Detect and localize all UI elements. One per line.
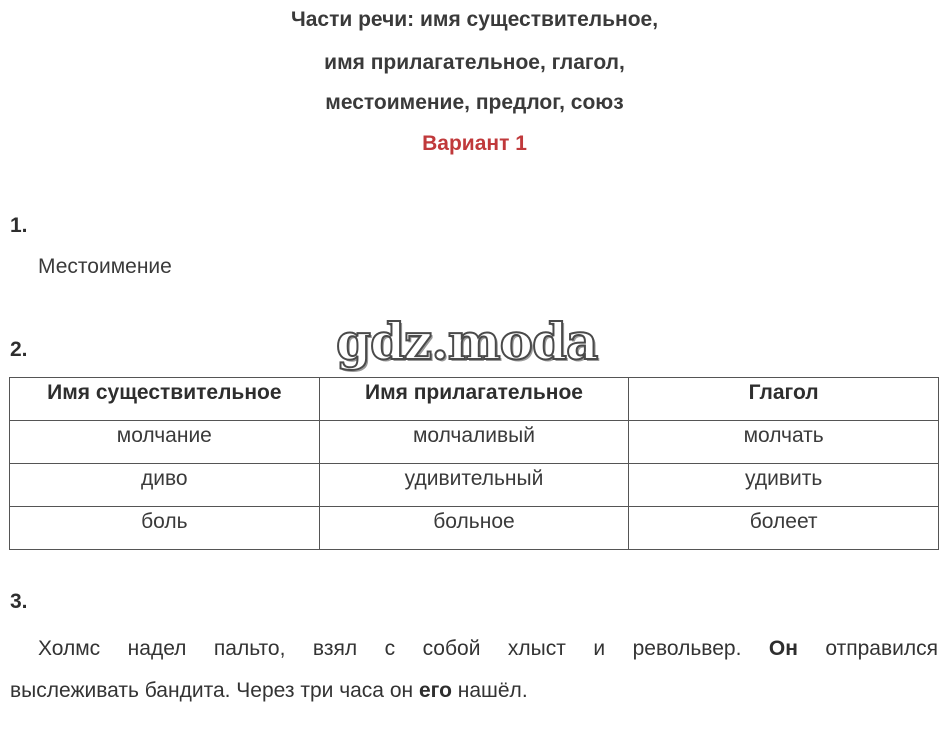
table-row: [10, 421, 939, 464]
title-line-3: местоимение, предлог, союз: [325, 91, 624, 114]
task-3-number: 3.: [10, 590, 28, 613]
table-cell: молчать: [629, 421, 939, 464]
table-cell: больное: [319, 507, 629, 550]
task-1-number: 1.: [10, 214, 28, 237]
table-row: [10, 507, 939, 550]
column-header: Имя существительное: [10, 378, 320, 421]
column-header: Имя прилагательное: [319, 378, 629, 421]
column-header: Глагол: [629, 378, 939, 421]
table-cell: молчание: [10, 421, 320, 464]
table-cell: болеет: [629, 507, 939, 550]
task-3-line-1: [10, 628, 938, 670]
task-2-number: 2.: [10, 338, 28, 361]
table-header-row: [10, 378, 939, 421]
table-cell: молчаливый: [319, 421, 629, 464]
watermark-logo: gdz.moda: [336, 312, 598, 371]
task-3-text-b: отправился: [797, 637, 938, 660]
table-cell: диво: [10, 464, 320, 507]
table-cell: боль: [10, 507, 320, 550]
task-3-text: [10, 628, 938, 712]
parts-of-speech-table: [9, 377, 939, 550]
task-3-bold-pronoun-2: его: [418, 679, 452, 702]
title-line-2: имя прилагательное, глагол,: [324, 51, 625, 74]
task-3-bold-pronoun-1: Он: [768, 637, 798, 660]
table-cell: удивить: [629, 464, 939, 507]
variant-label: Вариант 1: [422, 132, 527, 155]
table-row: [10, 464, 939, 507]
table-cell: удивительный: [319, 464, 629, 507]
task-3-text-d: нашёл.: [451, 679, 528, 702]
task-3-text-a: Холмс надел пальто, взял с собой хлыст и револьвер.: [38, 637, 769, 660]
task-3-text-c: выслеживать бандита. Через три часа он: [10, 679, 419, 702]
task-3-line-2: [10, 679, 528, 702]
task-1-answer: Местоимение: [38, 255, 172, 278]
title-line-1: Части речи: имя существительное,: [290, 8, 659, 31]
